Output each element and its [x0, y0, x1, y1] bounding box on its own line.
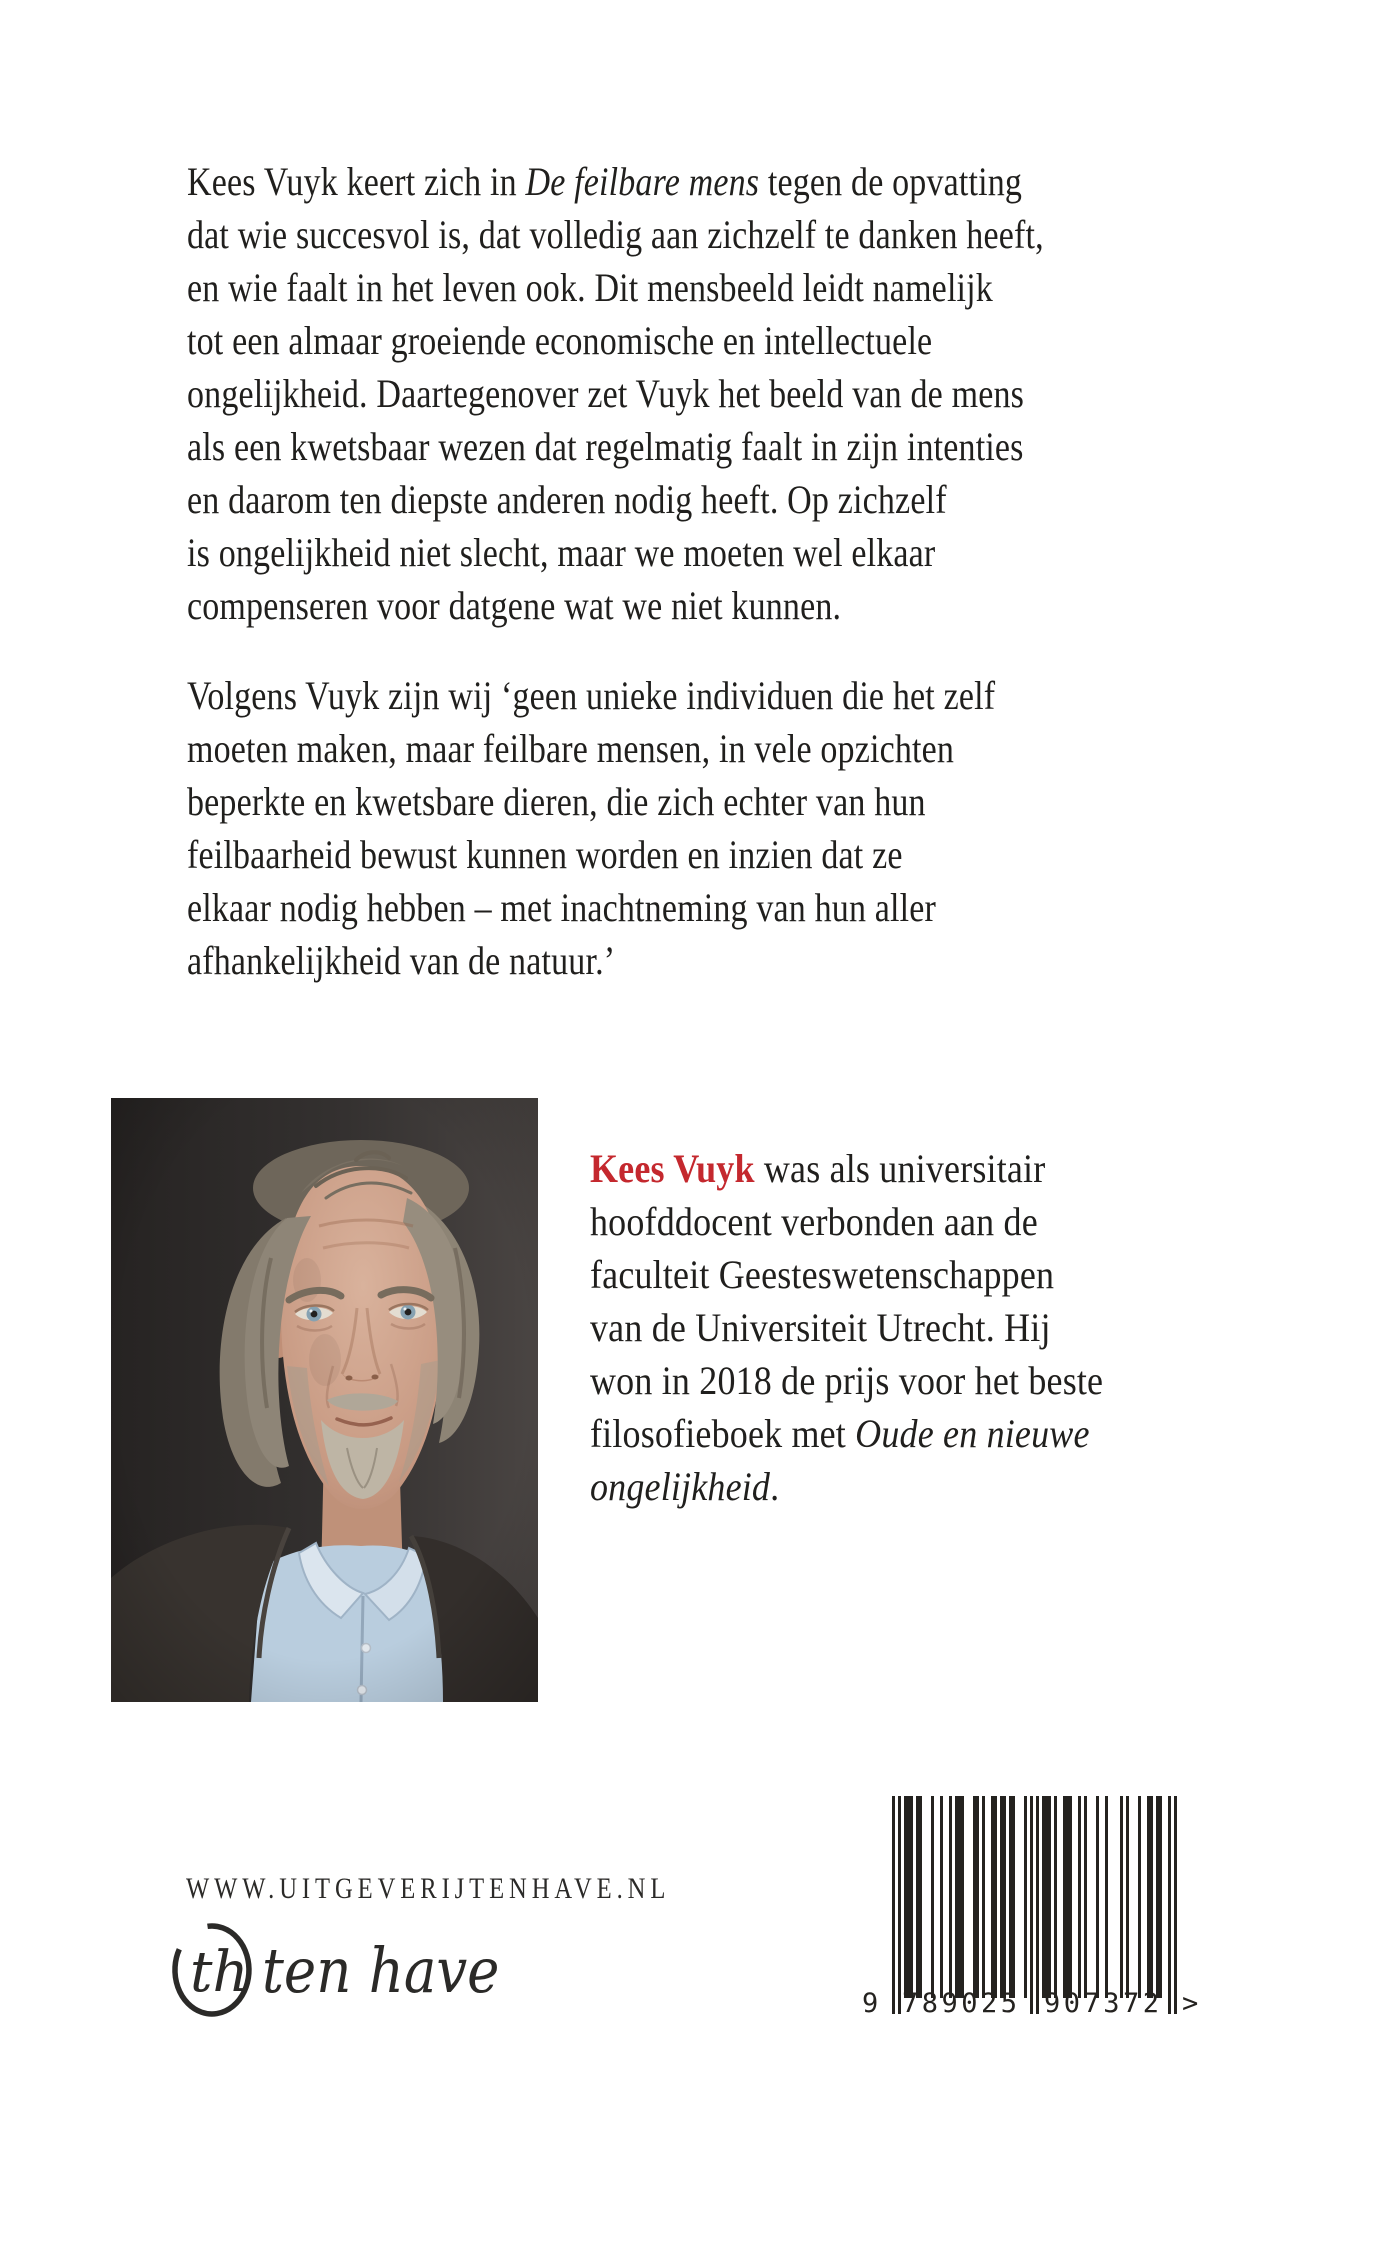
text-line: hoofddocent verbonden aan de [590, 1199, 1038, 1244]
author-photo [111, 1098, 538, 1702]
text-line [590, 1142, 1238, 1195]
bio-text: was als universitair [754, 1146, 1046, 1191]
blurb-paragraph-1 [187, 155, 1241, 632]
barcode-digits [862, 1988, 1212, 2020]
author-bio [590, 1142, 1238, 1513]
bio-text: filosofieboek met [590, 1411, 856, 1456]
award-book-title-italic: ongelijkheid [590, 1464, 771, 1509]
barcode-digit-group1: 789025 [902, 1988, 1021, 2019]
barcode-digit-first: 9 [862, 1988, 882, 2019]
blurb-paragraph-2 [187, 669, 1241, 987]
blurb-text: Kees Vuyk keert zich in [187, 159, 526, 204]
text-line: feilbaarheid bewust kunnen worden en inzien dat ze [187, 832, 903, 877]
text-line: tot een almaar groeiende economische en intellectuele [187, 318, 933, 363]
text-line [187, 155, 1241, 208]
text-line [590, 1460, 1238, 1513]
text-line: moeten maken, maar feilbare mensen, in vele opzichten [187, 726, 955, 771]
author-name-red: Kees Vuyk [590, 1146, 755, 1191]
text-line: compenseren voor datgene wat we niet kunnen. [187, 583, 842, 628]
bio-text: . [770, 1464, 780, 1509]
logo-monogram: th [190, 1940, 249, 2005]
text-line: en wie faalt in het leven ook. Dit mensbeeld leidt namelijk [187, 265, 993, 310]
award-book-title-italic: Oude en nieuwe [855, 1411, 1090, 1456]
text-line: is ongelijkheid niet slecht, maar we moeten wel elkaar [187, 530, 936, 575]
text-line: faculteit Geesteswetenschappen [590, 1252, 1055, 1297]
text-line: beperkte en kwetsbare dieren, die zich echter van hun [187, 779, 926, 824]
text-line: dat wie succesvol is, dat volledig aan zichzelf te danken heeft, [187, 212, 1044, 257]
barcode-quiet-zone-arrow: > [1182, 1988, 1199, 2019]
text-line: van de Universiteit Utrecht. Hij [590, 1305, 1051, 1350]
text-line: won in 2018 de prijs voor het beste [590, 1358, 1104, 1403]
text-line: als een kwetsbaar wezen dat regelmatig faalt in zijn intenties [187, 424, 1024, 469]
text-line: en daarom ten diepste anderen nodig heeft. Op zichzelf [187, 477, 947, 522]
text-line: Volgens Vuyk zijn wij ‘geen unieke individuen die het zelf [187, 673, 996, 718]
text-line: ongelijkheid. Daartegenover zet Vuyk het beeld van de mens [187, 371, 1025, 416]
barcode-digit-group2: 907372 [1044, 1988, 1163, 2019]
blurb-text: tegen de opvatting [759, 159, 1023, 204]
text-line: afhankelijkheid van de natuur.’ [187, 938, 616, 983]
text-line [590, 1407, 1238, 1460]
publisher-name: ten have [262, 1934, 500, 2007]
publisher-website: WWW.UITGEVERIJTENHAVE.NL [186, 1872, 671, 1905]
ean13-barcode [892, 1790, 1177, 2020]
book-title-italic: De feilbare mens [525, 159, 760, 204]
text-line: elkaar nodig hebben – met inachtneming van hun aller [187, 885, 937, 930]
